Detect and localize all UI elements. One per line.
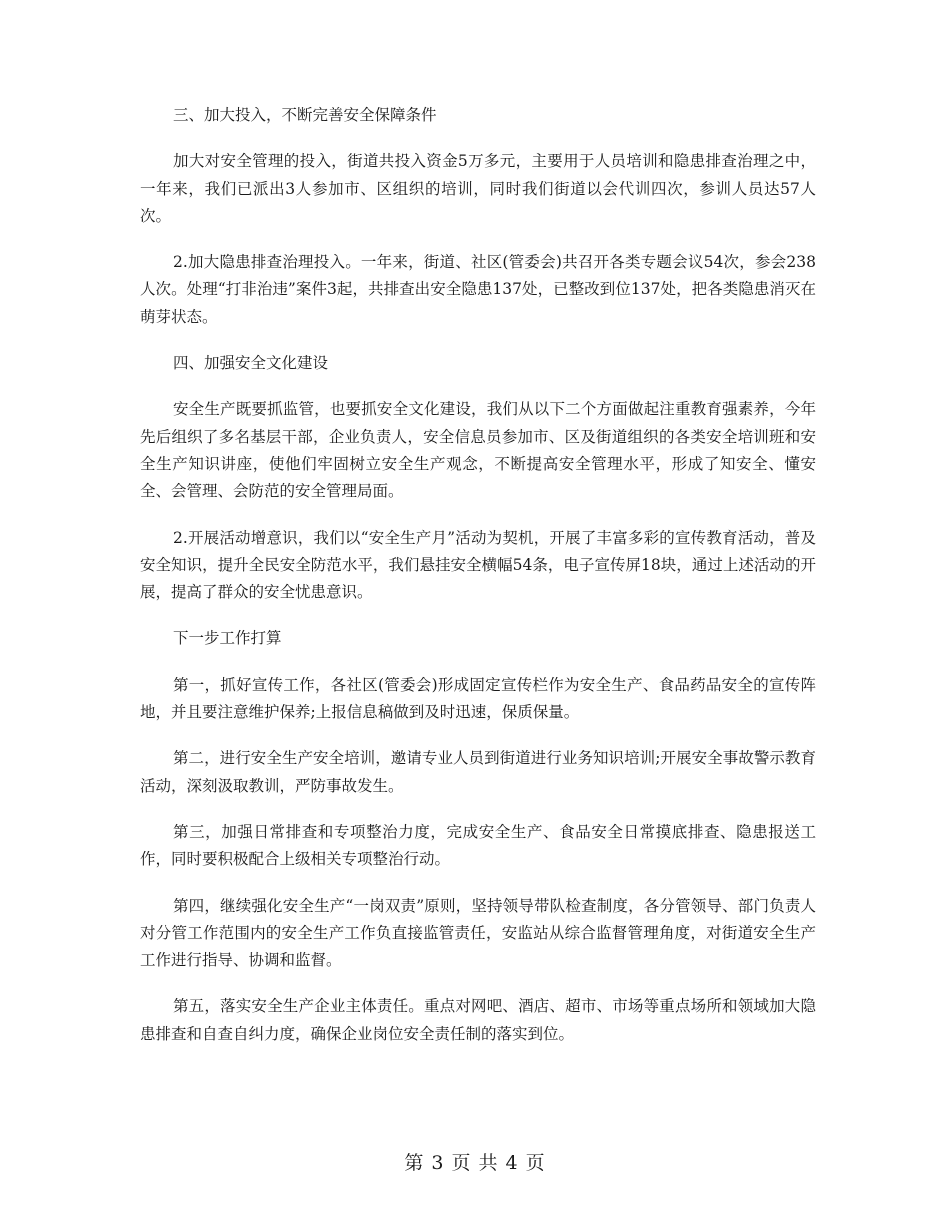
paragraph: 2.加大隐患排查治理投入。一年来，街道、社区(管委会)共召开各类专题会议54次，参会238人次。处理“打非治违”案件3起，共排查出安全隐患137处，已整改到位137处，把各类隐患消灭在萌芽状态。 [140, 253, 816, 326]
paragraph: 第五，落实安全生产企业主体责任。重点对网吧、酒店、超市、市场等重点场所和领域加大隐患排查和自查自纠力度，确保企业岗位安全责任制的落实到位。 [140, 997, 816, 1043]
paragraph: 2.开展活动增意识，我们以“安全生产月”活动为契机，开展了丰富多彩的宣传教育活动，普及安全知识，提升全民安全防范水平，我们悬挂安全横幅54条，电子宣传屏18块，通过上述活动的开展，提高了群众的安全忧患意识。 [140, 528, 816, 602]
section-heading: 四、加强安全文化建设 [173, 354, 329, 373]
paragraph: 第四，继续强化安全生产“一岗双责”原则，坚持领导带队检查制度，各分管领导、部门负责人对分管工作范围内的安全生产工作负直接监管责任，安监站从综合监督管理角度，对街道安全生产工作进行指导、协调和监督。 [140, 896, 816, 970]
section-heading: 下一步工作打算 [173, 629, 282, 648]
paragraph: 第二，进行安全生产安全培训，邀请专业人员到街道进行业务知识培训;开展安全事故警示教育活动，深刻汲取教训，严防事故发生。 [140, 749, 816, 795]
section-heading: 三、加大投入，不断完善安全保障条件 [173, 106, 437, 124]
paragraph: 安全生产既要抓监管，也要抓安全文化建设，我们从以下二个方面做起注重教育强素养，今年先后组织了多名基层干部，企业负责人，安全信息员参加市、区及街道组织的各类安全培训班和安全生产知识讲座，使他们牢固树立安全生产观念，不断提高安全管理水平，形成了知安全、懂安全、会管理、会防范的安全管理局面。 [140, 400, 816, 501]
document-body [140, 102, 816, 1048]
paragraph: 加大对安全管理的投入，街道共投入资金5万多元，主要用于人员培训和隐患排查治理之中，一年来，我们已派出3人参加市、区组织的培训，同时我们街道以会代训四次，参训人员达57人次。 [140, 152, 816, 225]
paragraph: 第三，加强日常排查和专项整治力度，完成安全生产、食品安全日常摸底排查、隐患报送工作，同时要积极配合上级相关专项整治行动。 [140, 822, 816, 869]
page-number-footer: 第 3 页 共 4 页 [404, 1152, 546, 1174]
paragraph: 第一，抓好宣传工作，各社区(管委会)形成固定宣传栏作为安全生产、食品药品安全的宣传阵地，并且要注意维护保养;上报信息稿做到及时迅速，保质保量。 [140, 675, 816, 722]
